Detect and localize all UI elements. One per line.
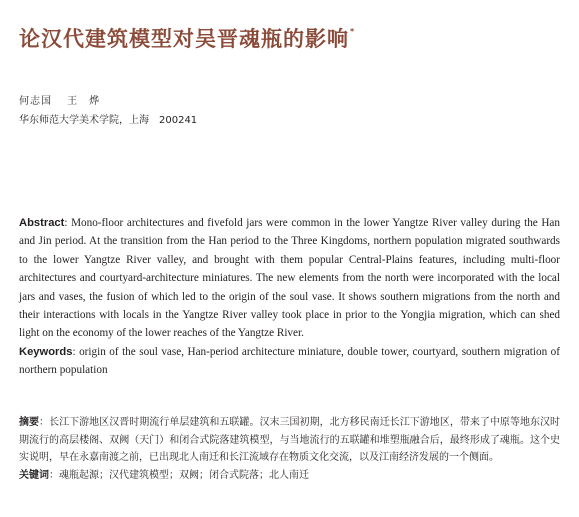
authors: 何志国 王 烨 xyxy=(19,96,101,107)
article-title xyxy=(19,18,559,53)
zh-keywords-label: 关键词 xyxy=(19,469,49,481)
abstract-label: Abstract xyxy=(19,217,65,229)
english-keywords xyxy=(19,343,560,380)
chinese-abstract-section xyxy=(19,414,560,484)
zh-keywords-text: 魂瓶起源；汉代建筑模型；双阙；闭合式院落；北人南迁 xyxy=(59,469,309,481)
title-footnote-marker: * xyxy=(350,27,356,36)
keywords-separator: : xyxy=(72,345,76,358)
english-abstract xyxy=(19,214,560,343)
chinese-abstract xyxy=(19,414,560,467)
zh-abstract-label: 摘要 xyxy=(19,417,40,428)
article-title-text: 论汉代建筑模型对吴晋魂瓶的影响 xyxy=(19,27,349,51)
zh-abstract-text: 长江下游地区汉晋时期流行单层建筑和五联罐。汉末三国初期，北方移民南迁长江下游地区，带来了中原等地东汉时期流行的高层楼阁、双阙（天门）和闭合式院落建筑模型，与当地流行的五联罐和堆塑瓶融合后，最终形成了魂瓶。这个史实说明，早在永嘉南渡之前，已出现北人南迁和长江流域存在物质文化交流，以及江南经济发展的一个侧面。 xyxy=(19,417,561,463)
affiliation: 华东师范大学美术学院，上海 200241 xyxy=(19,115,198,126)
abstract-text: Mono-floor architectures and fivefold jars were common in the lower Yangtze River valley during the Han and Jin period. At the transition from the Han period to the Three Kingdoms, northern population migrated southwards to the lower Yangtze River valley, and brought with them popular Central-Plains features, including multi-floor architectures and courtyard-architecture miniatures. The new elements from the north were incorporated with the local jars and vases, the fusion of which led to the origin of the soul vase. It shows southern migrations from the north and their interactions with locals in the Yangtze River valley took place in prior to the Yongjia migration, which can shed light on the economy of the lower reaches of the Yangtze River. xyxy=(19,217,560,340)
abstract-separator: : xyxy=(64,217,68,229)
keywords-text: origin of the soul vase, Han-period architecture miniature, double tower, courtyard, southern migration of northern population xyxy=(19,345,561,377)
chinese-keywords xyxy=(19,467,560,485)
zh-abstract-separator: ： xyxy=(39,417,50,428)
zh-keywords-separator: ： xyxy=(49,469,59,481)
keywords-label: Keywords xyxy=(19,345,73,358)
english-abstract-section xyxy=(19,214,560,380)
